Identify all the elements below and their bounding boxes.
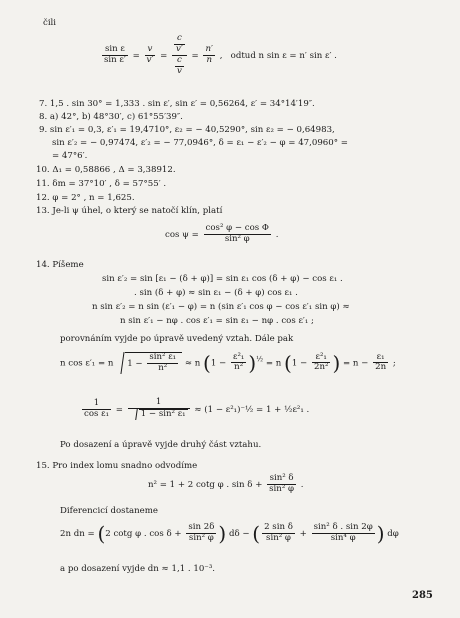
answer-9-line2: sin ε′₂ = − 0,97474, ε′₂ = − 77,0946°, δ = ε₁ − ε′₂ − φ = 47,0960° =	[52, 138, 348, 148]
equation-14c: n sin ε′₂ = n sin (ε′₁ − φ) = n (sin ε′₁ cos φ − cos ε′₁ sin φ) ≈	[92, 302, 350, 312]
equation-snell: $\frac{\text{sin ε}}{\text{sin ε′}}$ = $\frac{v}{v'}$ = $\frac{\frac{c}{v'}}{\frac{c}{v}}$ = $\frac{n'}{n}$ , odtud n sin ε = n′ sin ε′ .	[104, 33, 337, 76]
text-15: Diferencicí dostaneme	[60, 506, 159, 516]
equation-15b: 2n dn = (2 cotg φ . cos δ + $\frac{\sin 2\delta}{\text{sin² φ}}$ ) dδ − ( $\frac{\text{2 sin δ}}{\text{sin² φ}}$ + $\frac{\text{sin² δ . sin 2φ}}{\text{sin⁴ φ}}$ ) dφ	[60, 521, 399, 546]
page-number: 285	[412, 590, 433, 601]
text-14-conclusion: Po dosazení a úpravě vyjde druhý část vztahu.	[60, 440, 262, 450]
equation-snell-conclusion: odtud n sin ε = n′ sin ε′ .	[230, 50, 337, 61]
answer-9-line3: = 47°6′.	[52, 151, 88, 161]
equation-15a: n² = 1 + 2 cotg φ . sin δ + $\frac{\text{sin² δ}}{\text{sin² φ}}$ .	[148, 473, 304, 494]
answer-15: 15. Pro index lomu snadno odvodíme	[36, 461, 198, 471]
answer-10: 10. Δ₁ = 0,58866 , Δ = 3,38912.	[36, 165, 176, 175]
equation-14a: sin ε′₂ = sin [ε₁ − (δ + φ)] = sin ε₁ cos (δ + φ) − cos ε₁ .	[102, 274, 343, 284]
equation-14e: n cos ε′₁ = n 1 − $\frac{\text{sin² ε₁}}{\text{n²}}$ ≈ n (1 − $\frac{\text{ε²₁}}{\text{n²}}$ )$^{\frac{1}{2}}$ = n (1 − $\frac{\text{ε²₁}}{\text{2n²}}$ ) = n − $\frac{\text{ε₁}}{2n}$ ;	[60, 350, 396, 375]
answer-13: 13. Je-li ψ úhel, o který se natočí klín, platí	[36, 206, 223, 216]
equation-13: cos ψ = $\frac{\text{cos² φ − cos Φ}}{\text{sin² φ}}$ .	[165, 223, 279, 244]
answer-14: 14. Píšeme	[36, 260, 84, 270]
equation-14b: . sin (δ + φ) ≈ sin ε₁ − (δ + φ) cos ε₁ .	[134, 288, 298, 298]
final-result: a po dosazení vyjde dn ≈ 1,1 . 10⁻³.	[60, 564, 216, 574]
equation-14d: n sin ε′₁ − nφ . cos ε′₁ = sin ε₁ − nφ . cos ε′₁ ;	[120, 316, 314, 326]
equation-14f: $\frac{1}{\text{cos ε₁}}$ = $\frac{1}{\text{1 − sin² ε₁}}$ ≈ (1 − ε²₁)⁻½ = 1 + ½ε²₁ .	[84, 397, 310, 419]
answer-11: 11. δm = 37°10′ , δ = 57°55′ .	[36, 179, 167, 189]
answer-9-line1: 9. sin ε′₁ = 0,3, ε′₁ = 19,4710°, ε₂ = − 40,5290°, sin ε₂ = − 0,64983,	[39, 125, 335, 135]
answer-8: 8. a) 42°, b) 48°30′, c) 61°55′39″.	[39, 112, 183, 122]
word-cili: čili	[43, 18, 57, 28]
text-14: porovnáním vyjde po úpravě uvedený vztah. Dále pak	[60, 334, 294, 344]
answer-12: 12. φ = 2° , n = 1,625.	[36, 193, 135, 203]
answer-7: 7. 1,5 . sin 30° = 1,333 . sin ε′, sin ε′ = 0,56264, ε′ = 34°14′19″.	[39, 99, 315, 109]
